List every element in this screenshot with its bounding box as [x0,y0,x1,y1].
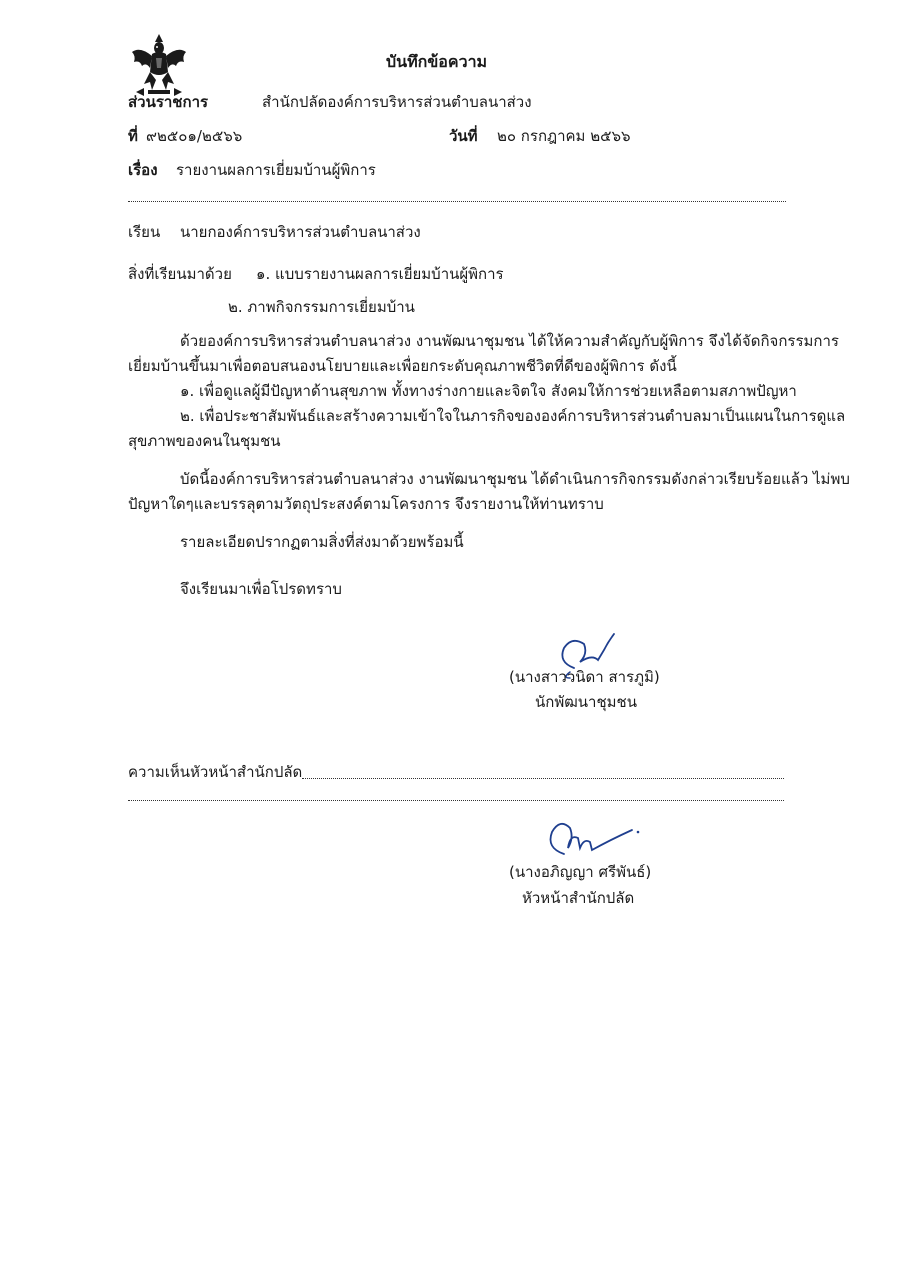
department-label: ส่วนราชการ [128,93,209,111]
opinion-dotted-line-2 [128,800,784,801]
subject-value: รายงานผลการเยี่ยมบ้านผู้พิการ [176,161,376,179]
body-paragraph-1 [128,329,845,454]
body-line: สุขภาพของคนในชุมชน [128,432,281,450]
body-paragraph-2 [128,467,850,517]
details-note: รายละเอียดปรากฏตามสิ่งที่ส่งมาด้วยพร้อมนี้ [180,533,464,551]
department-value: สำนักปลัดองค์การบริหารส่วนตำบลนาส่วง [262,93,532,111]
enclosure-item-2: ๒. ภาพกิจกรรมการเยี่ยมบ้าน [228,298,415,316]
closing-line: จึงเรียนมาเพื่อโปรดทราบ [180,580,342,598]
document-number-value: ๙๒๕๐๑/๒๕๖๖ [146,127,243,145]
body-line: บัดนี้องค์การบริหารส่วนตำบลนาส่วง งานพัฒนาชุมชน ได้ดำเนินการกิจกรรมดังกล่าวเรียบร้อยแล้ว ไม่พบ [180,470,850,488]
signer-2-position: หัวหน้าสำนักปลัด [522,889,635,907]
objective-item-1: ๑. เพื่อดูแลผู้มีปัญหาด้านสุขภาพ ทั้งทางร่างกายและจิตใจ สังคมให้การช่วยเหลือตามสภาพปัญหา [180,382,797,400]
subject-label: เรื่อง [128,161,158,179]
objective-item-2: ๒. เพื่อประชาสัมพันธ์และสร้างความเข้าใจในภารกิจขององค์การบริหารส่วนตำบลมาเป็นแผนในการดูแล [180,407,846,425]
opinion-label: ความเห็นหัวหน้าสำนักปลัด [128,763,303,781]
body-line: เยี่ยมบ้านขึ้นมาเพื่อตอบสนองนโยบายและเพื่อยกระดับคุณภาพชีวิตที่ดีของผู้พิการ ดังนี้ [128,357,677,375]
date-value: ๒๐ กรกฎาคม ๒๕๖๖ [497,127,631,145]
signer-1-position: นักพัฒนาชุมชน [535,693,637,711]
document-number-label: ที่ [128,127,138,145]
addressee-value: นายกองค์การบริหารส่วนตำบลนาส่วง [180,223,421,241]
body-line: ด้วยองค์การบริหารส่วนตำบลนาส่วง งานพัฒนาชุมชน ได้ให้ความสำคัญกับผู้พิการ จึงได้จัดกิจกรรมการ [180,332,839,350]
memo-title: บันทึกข้อความ [386,52,488,71]
addressee-label: เรียน [128,223,161,241]
garuda-emblem-icon [130,38,188,100]
signature-2-icon [540,814,650,864]
body-line: ปัญหาใดๆและบรรลุตามวัตถุประสงค์ตามโครงการ จึงรายงานให้ท่านทราบ [128,495,604,513]
opinion-dotted-line-1 [302,778,784,779]
header-divider [128,201,786,202]
enclosure-item-1: ๑. แบบรายงานผลการเยี่ยมบ้านผู้พิการ [256,265,504,283]
date-label: วันที่ [449,127,478,145]
enclosure-label: สิ่งที่เรียนมาด้วย [128,265,232,283]
signer-2-name: (นางอภิญญา ศรีพันธ์) [509,863,652,881]
signer-1-name: (นางสาววนิดา สารภูมิ) [509,668,660,686]
